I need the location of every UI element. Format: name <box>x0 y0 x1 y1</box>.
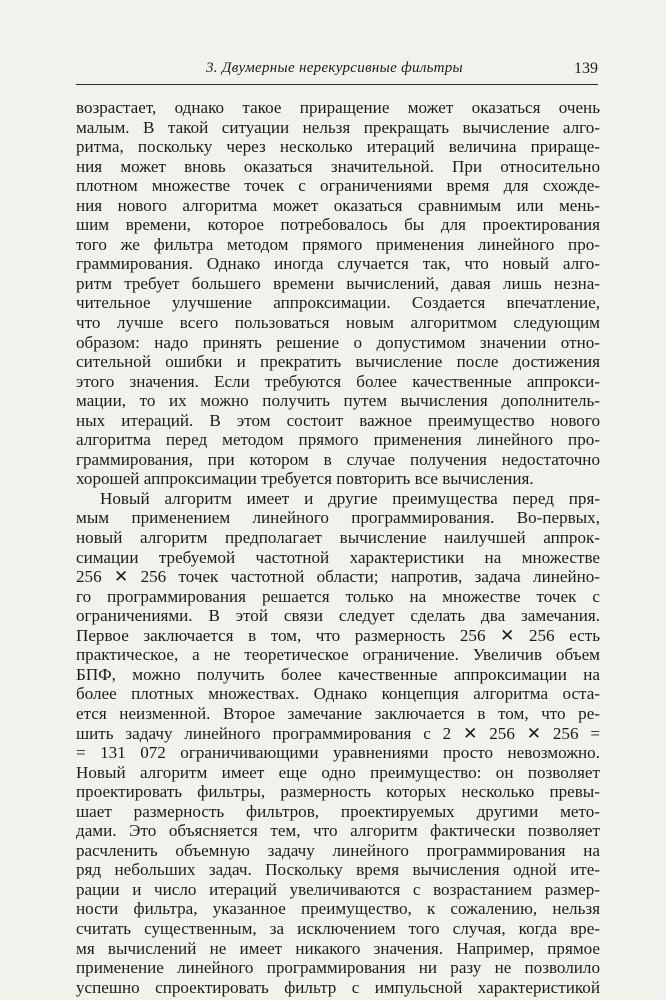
text-line: того же фильтра методом прямого применения линейного про- <box>76 234 600 254</box>
text-line: применение линейного программирования ни разу не позволило <box>76 958 600 978</box>
text-line: ности фильтра, указанное преимущество, к сожалению, нельзя <box>76 899 600 919</box>
text-line: ных итераций. В этом состоит важное преимущество нового <box>76 410 600 430</box>
text-line: Новый алгоритм имеет и другие преимущества перед пря- <box>100 488 600 508</box>
text-line: считать существенным, за исключением того случая, когда вре- <box>76 918 600 938</box>
running-title: 3. Двумерные нерекурсивные фильтры <box>206 60 463 76</box>
text-line: хорошей аппроксимации требуется повторить все вычисления. <box>76 469 534 489</box>
text-line: шить задачу линейного программирования с 2 ✕ 256 ✕ 256 = <box>76 723 600 743</box>
text-line: Новый алгоритм имеет еще одно преимущество: он позволяет <box>76 762 600 782</box>
text-line: возрастает, однако такое приращение может оказаться очень <box>76 98 600 117</box>
text-line: новый алгоритм предполагает вычисление наилучшей аппрок- <box>76 528 600 548</box>
text-line: образом: надо принять решение о допустимом значении отно- <box>76 332 600 352</box>
text-line: дами. Это объясняется тем, что алгоритм фактически позволяет <box>76 821 600 841</box>
text-line: симации требуемой частотной характеристики на множестве <box>76 547 600 567</box>
text-line: граммирования, при котором в случае получения недостаточно <box>76 449 600 469</box>
text-line: мации, то их можно получить путем вычисления дополнитель- <box>76 391 600 411</box>
text-line: БПФ, можно получить более качественные аппроксимации на <box>76 664 600 684</box>
text-line: сительной ошибки и прекратить вычисление после достижения <box>76 352 600 372</box>
text-line: мя вычислений не имеет никакого значения. Например, прямое <box>76 938 600 958</box>
text-line: = 131 072 ограничивающими уравнениями просто невозможно. <box>76 743 600 763</box>
text-line: этого значения. Если требуются более качественные аппрокси- <box>76 371 600 391</box>
text-line: более плотных множествах. Однако концепция алгоритма оста- <box>76 684 600 704</box>
text-line: ряд небольших задач. Поскольку время вычисления одной ите- <box>76 860 600 880</box>
text-line: ритм требует большего времени вычислений, давая лишь незна- <box>76 273 600 293</box>
text-line: чительное улучшение аппроксимации. Создается впечатление, <box>76 293 600 313</box>
text-line: расчленить объемную задачу линейного программирования на <box>76 840 600 860</box>
body-text <box>76 98 600 997</box>
header-rule <box>76 84 598 85</box>
text-line: успешно спроектировать фильтр с импульсной характеристикой <box>76 977 600 997</box>
text-line: проектировать фильтры, размерность которых несколько превы- <box>76 782 600 802</box>
text-line: плотном множестве точек с ограничениями время для схожде- <box>76 176 600 196</box>
text-line: рации и число итераций увеличиваются с возрастанием размер- <box>76 879 600 899</box>
text-line: ния нового алгоритма может оказаться сравнимым или мень- <box>76 195 600 215</box>
text-line: 256 ✕ 256 точек частотной области; напротив, задача линейно- <box>76 567 600 587</box>
text-line: малым. В такой ситуации нельзя прекращать вычисление алго- <box>76 117 600 137</box>
text-line: шим времени, которое потребовалось бы для проектирования <box>76 215 600 235</box>
page-number: 139 <box>574 60 598 77</box>
text-line: го программирования решается только на множестве точек с <box>76 586 600 606</box>
text-line: практическое, а не теоретическое ограничение. Увеличив объем <box>76 645 600 665</box>
text-line: шает размерность фильтров, проектируемых другими мето- <box>76 801 600 821</box>
text-line: ограничениями. В этой связи следует сделать два замечания. <box>76 606 600 626</box>
text-line: мым применением линейного программирования. Во-первых, <box>76 508 600 528</box>
text-line: ния может вновь оказаться значительной. При относительно <box>76 156 600 176</box>
text-line: алгоритма перед методом прямого применения линейного про- <box>76 430 600 450</box>
text-line: Первое заключается в том, что размерность 256 ✕ 256 есть <box>76 625 600 645</box>
page-header <box>76 58 598 82</box>
text-line: ется неизменной. Второе замечание заключается в том, что ре- <box>76 703 600 723</box>
text-line: граммирования. Однако иногда случается так, что новый алго- <box>76 254 600 274</box>
text-line: ритма, поскольку через несколько итераций величина прираще- <box>76 137 600 157</box>
text-line: что лучше всего пользоваться новым алгоритмом следующим <box>76 313 600 333</box>
